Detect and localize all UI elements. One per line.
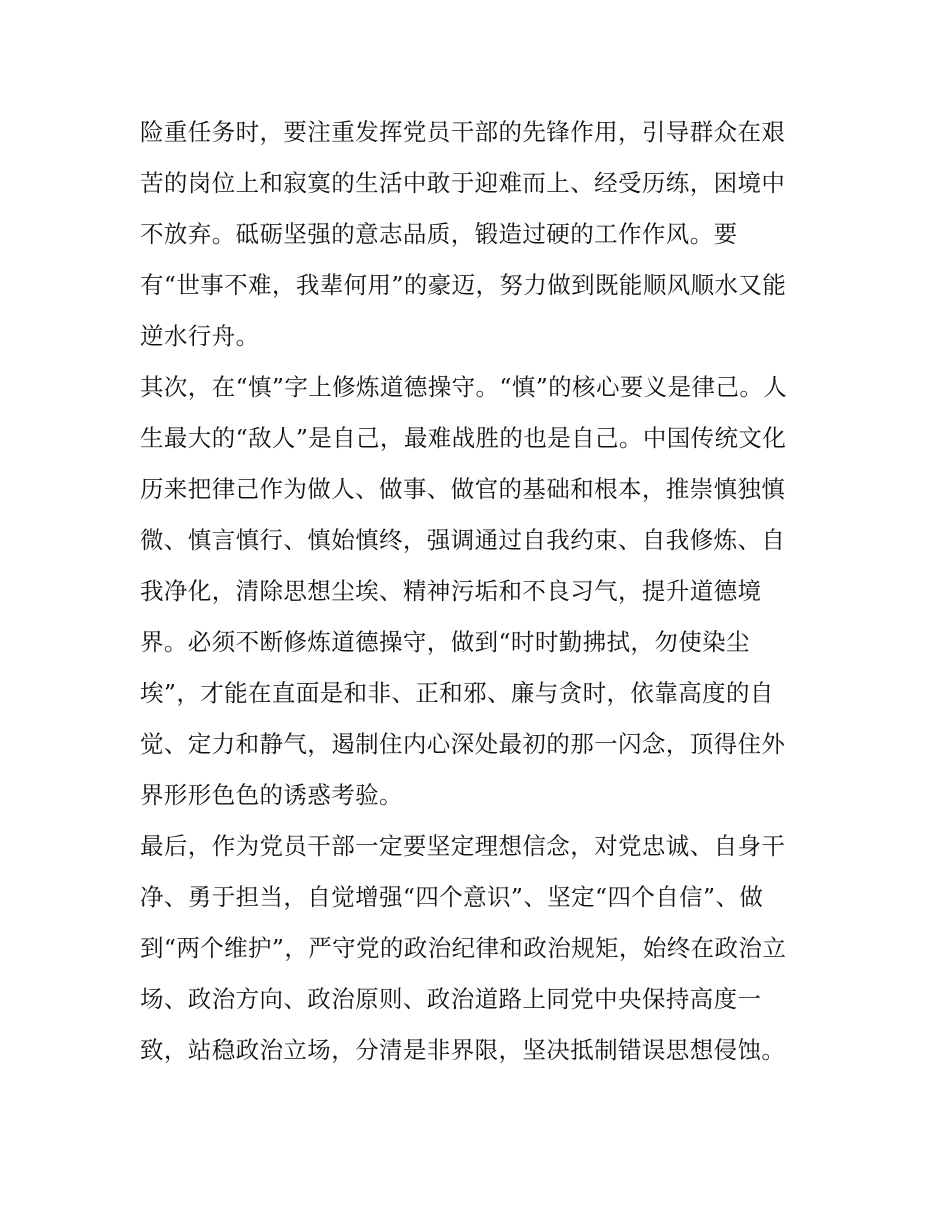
text-line: 到“两个维护”，严守党的政治纪律和政治规矩，始终在政治立 — [140, 934, 787, 962]
text-line: 界。必须不断修炼道德操守，做到“时时勤拂拭，勿使染尘 — [140, 628, 750, 656]
text-line: 有“世事不难，我辈何用”的豪迈，努力做到既能顺风顺水又能 — [140, 271, 787, 299]
text-line: 险重任务时，要注重发挥党员干部的先锋作用，引导群众在艰 — [140, 118, 786, 146]
text-line: 场、政治方向、政治原则、政治道路上同党中央保持高度一 — [140, 985, 762, 1013]
text-line: 觉、定力和静气，遏制住内心深处最初的那一闪念，顶得住外 — [140, 730, 786, 758]
text-line: 微、慎言慎行、慎始慎终，强调通过自我约束、自我修炼、自 — [140, 526, 786, 554]
text-line: 致，站稳政治立场，分清是非界限，坚决抵制错误思想侵蚀。 — [140, 1036, 786, 1064]
text-line: 最后，作为党员干部一定要坚定理想信念，对党忠诚、自身干 — [140, 832, 786, 860]
text-line: 我净化，清除思想尘埃、精神污垢和不良习气，提升道德境 — [140, 577, 762, 605]
text-line: 净、勇于担当，自觉增强“四个意识”、坚定“四个自信”、做 — [140, 883, 764, 911]
text-line: 生最大的“敌人”是自己，最难战胜的也是自己。中国传统文化 — [140, 424, 787, 452]
text-line: 其次，在“慎”字上修炼道德操守。“慎”的核心要义是律己。人 — [140, 373, 788, 401]
text-line: 苦的岗位上和寂寞的生活中敢于迎难而上、经受历练，困境中 — [140, 169, 786, 197]
document-body — [140, 107, 820, 1076]
text-line: 界形形色色的诱惑考验。 — [140, 781, 403, 809]
text-line: 历来把律己作为做人、做事、做官的基础和根本，推崇慎独慎 — [140, 475, 786, 503]
text-line: 埃”，才能在直面是和非、正和邪、廉与贪时，依靠高度的自 — [140, 679, 774, 707]
text-line: 逆水行舟。 — [140, 322, 260, 350]
text-line: 不放弃。砥砺坚强的意志品质，锻造过硬的工作作风。要 — [140, 220, 738, 248]
